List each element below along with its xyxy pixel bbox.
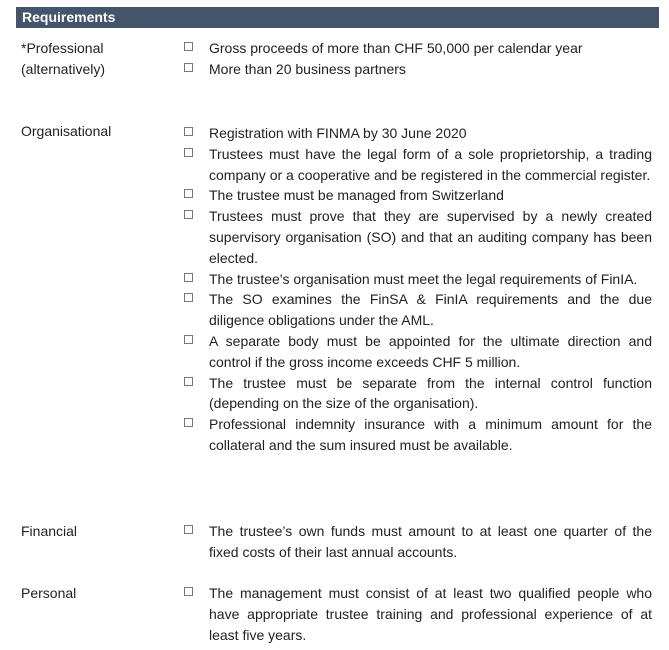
list-item: The management must consist of at least two qualified people who have appropriate trustee training and professional experience of at least five years. xyxy=(184,583,652,645)
checkbox-icon[interactable] xyxy=(184,335,193,344)
list-item: Trustees must prove that they are supervised by a newly created supervisory organisation (SO) and that an auditing company has been elected. xyxy=(184,206,652,268)
checkbox-icon[interactable] xyxy=(184,127,193,136)
professional-items xyxy=(184,38,652,80)
list-item: Trustees must have the legal form of a sole proprietorship, a trading company or a cooperative and be registered in the commercial register. xyxy=(184,144,652,186)
checkbox-icon[interactable] xyxy=(184,210,193,219)
checkbox-icon[interactable] xyxy=(184,418,193,427)
list-item: A separate body must be appointed for the ultimate direction and control if the gross income exceeds CHF 5 million. xyxy=(184,331,652,373)
list-item: Professional indemnity insurance with a minimum amount for the collateral and the sum insured must be available. xyxy=(184,414,652,456)
section-label-professional: *Professional (alternatively) xyxy=(21,40,106,77)
list-item: The trustee's organisation must meet the legal requirements of FinIA. xyxy=(184,269,652,290)
checkbox-icon[interactable] xyxy=(184,525,193,534)
list-item: The trustee must be managed from Switzerland xyxy=(184,185,652,206)
checkbox-icon[interactable] xyxy=(184,189,193,198)
section-label-financial: Financial xyxy=(21,523,78,539)
checkbox-icon[interactable] xyxy=(184,293,193,302)
checkbox-icon[interactable] xyxy=(184,63,193,72)
list-item: Gross proceeds of more than CHF 50,000 per calendar year xyxy=(184,38,652,59)
list-item: More than 20 business partners xyxy=(184,59,652,80)
checkbox-icon[interactable] xyxy=(184,377,193,386)
list-item: The SO examines the FinSA & FinIA requirements and the due diligence obligations under the AML. xyxy=(184,289,652,331)
financial-items xyxy=(184,521,652,563)
header-title: Requirements xyxy=(22,9,116,25)
section-label-personal: Personal xyxy=(21,585,77,601)
section-label-organisational: Organisational xyxy=(21,123,112,139)
organisational-items xyxy=(184,123,652,456)
checkbox-icon[interactable] xyxy=(184,148,193,157)
checkbox-icon[interactable] xyxy=(184,587,193,596)
list-item: The trustee must be separate from the internal control function (depending on the size of the organisation). xyxy=(184,373,652,415)
checkbox-icon[interactable] xyxy=(184,42,193,51)
list-item: The trustee’s own funds must amount to at least one quarter of the fixed costs of their last annual accounts. xyxy=(184,521,652,563)
requirements-header xyxy=(16,7,659,28)
checkbox-icon[interactable] xyxy=(184,273,193,282)
personal-items xyxy=(184,583,652,645)
list-item: Registration with FINMA by 30 June 2020 xyxy=(184,123,652,144)
